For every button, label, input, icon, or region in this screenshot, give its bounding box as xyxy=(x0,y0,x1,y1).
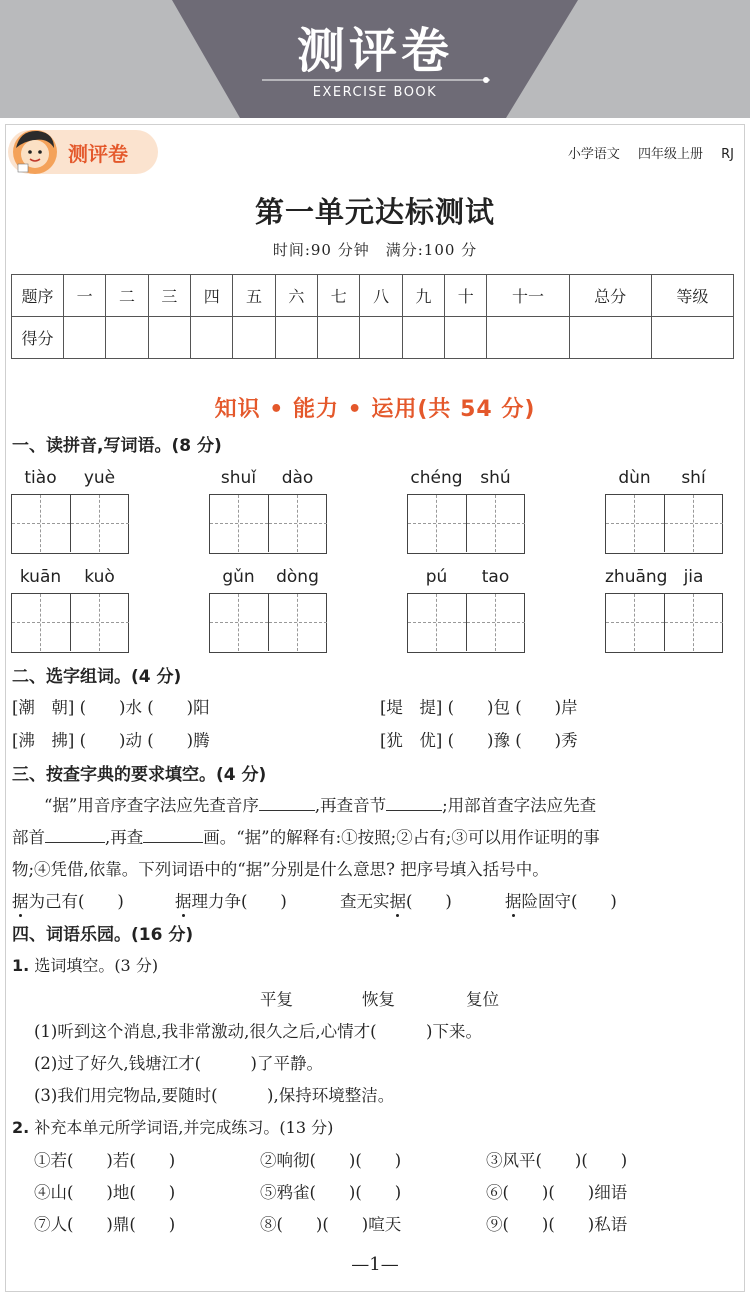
banner-title: 测评卷 xyxy=(296,23,453,79)
q2-heading: 二、选字组词。(4 分) xyxy=(12,667,182,687)
pinyin-syllable: dòng xyxy=(276,567,319,587)
score-cell[interactable] xyxy=(64,317,106,359)
q2-row-item: [堤 提] ( )包 ( )岸 xyxy=(380,698,578,717)
score-col: 九 xyxy=(402,275,444,317)
writing-grid[interactable] xyxy=(407,593,525,653)
edition: RJ xyxy=(721,147,734,162)
header-banner xyxy=(0,0,750,118)
writing-grid[interactable] xyxy=(209,593,327,653)
subject: 小学语文 xyxy=(567,147,620,162)
idiom-fill: ⑧( )( )喧天 xyxy=(260,1215,402,1234)
score-table xyxy=(11,274,734,359)
score-cell[interactable] xyxy=(318,317,360,359)
q3-idiom: 据为己有( ) xyxy=(12,892,124,911)
pinyin-syllable: kuān xyxy=(19,567,62,587)
writing-grid[interactable] xyxy=(605,593,723,653)
writing-grid[interactable] xyxy=(11,494,129,554)
pinyin-syllable: tiào xyxy=(24,468,57,488)
idiom-fill: ⑨( )( )私语 xyxy=(486,1215,628,1234)
banner-subtitle: EXERCISE BOOK xyxy=(312,85,438,100)
q3-line-1: “据”用音序查字法应先查音序 ,再查音节 ;用部首查字法应先查 xyxy=(44,792,596,816)
score-table-header-row xyxy=(12,275,734,317)
score-col: 十 xyxy=(445,275,487,317)
score-col: 十一 xyxy=(487,275,569,317)
pinyin-syllable: zhuāng xyxy=(605,567,668,587)
q4-part-2: 2. 补充本单元所学词语,并完成练习。(13 分) xyxy=(12,1118,334,1137)
page-number: —1— xyxy=(351,1254,399,1275)
score-cell[interactable] xyxy=(445,317,487,359)
pinyin-syllable: shú xyxy=(480,468,511,488)
writing-grid[interactable] xyxy=(605,494,723,554)
score-cell[interactable] xyxy=(569,317,651,359)
q3-line-3: 物;④凭借,依靠。下列词语中的“据”分别是什么意思? 把序号填入括号中。 xyxy=(12,860,549,879)
blank[interactable] xyxy=(386,793,442,811)
score-cell[interactable] xyxy=(106,317,148,359)
score-cell[interactable] xyxy=(487,317,569,359)
pinyin-syllable: shí xyxy=(681,468,706,488)
course-meta xyxy=(554,143,734,162)
q3-idiom: 查无实据( ) xyxy=(340,892,452,911)
q2-row-item: [犹 优] ( )豫 ( )秀 xyxy=(380,731,578,750)
score-table-score-row xyxy=(12,317,734,359)
score-col: 六 xyxy=(275,275,317,317)
idiom-fill: ④山( )地( ) xyxy=(34,1183,176,1202)
score-col: 总分 xyxy=(569,275,651,317)
test-title: 第一单元达标测试 xyxy=(254,195,495,229)
score-cell[interactable] xyxy=(651,317,733,359)
score-col: 四 xyxy=(191,275,233,317)
fill-sentence: (2)过了好久,钱塘江才( )了平静。 xyxy=(34,1054,323,1073)
idiom-fill: ③风平( )( ) xyxy=(486,1151,628,1170)
q2-row-item: [潮 朝] ( )水 ( )阳 xyxy=(12,698,210,717)
score-col: 五 xyxy=(233,275,275,317)
q2-row-item: [沸 拂] ( )动 ( )腾 xyxy=(12,731,210,750)
q4-part-1: 1. 选词填空。(3 分) xyxy=(12,956,159,975)
score-cell[interactable] xyxy=(233,317,275,359)
writing-grid[interactable] xyxy=(11,593,129,653)
score-col: 等级 xyxy=(651,275,733,317)
blank[interactable] xyxy=(143,825,203,843)
pinyin-syllable: chéng xyxy=(410,468,463,488)
idiom-fill: ⑦人( )鼎( ) xyxy=(34,1215,176,1234)
row-label-question: 题序 xyxy=(12,275,64,317)
writing-grid[interactable] xyxy=(209,494,327,554)
pinyin-syllable: dào xyxy=(281,468,314,488)
pinyin-syllable: tao xyxy=(481,567,510,587)
q3-idiom: 据险固守( ) xyxy=(505,892,617,911)
idiom-fill: ②响彻( )( ) xyxy=(260,1151,402,1170)
score-col: 七 xyxy=(318,275,360,317)
score-col: 一 xyxy=(64,275,106,317)
score-cell[interactable] xyxy=(275,317,317,359)
fill-sentence: (1)听到这个消息,我非常激动,很久之后,心情才( )下来。 xyxy=(34,1022,482,1041)
score-cell[interactable] xyxy=(360,317,402,359)
idiom-fill: ⑥( )( )细语 xyxy=(486,1183,628,1202)
idiom-fill: ①若( )若( ) xyxy=(34,1151,176,1170)
score-cell[interactable] xyxy=(148,317,190,359)
q3-heading: 三、按查字典的要求填空。(4 分) xyxy=(12,765,267,785)
idiom-fill: ⑤鸦雀( )( ) xyxy=(260,1183,402,1202)
q3-idiom: 据理力争( ) xyxy=(175,892,287,911)
score-col: 三 xyxy=(148,275,190,317)
pinyin-syllable: yuè xyxy=(83,468,116,488)
pinyin-syllable: gǔn xyxy=(222,567,255,587)
writing-grid[interactable] xyxy=(407,494,525,554)
word-bank-item: 恢复 xyxy=(362,990,395,1009)
word-bank-item: 复位 xyxy=(466,990,499,1009)
pinyin-syllable: pú xyxy=(425,567,448,587)
blank[interactable] xyxy=(45,825,105,843)
word-bank-item: 平复 xyxy=(260,990,293,1009)
time-and-score: 时间:90 分钟 满分:100 分 xyxy=(272,241,478,259)
q1-heading: 一、读拼音,写词语。(8 分) xyxy=(12,436,222,456)
pinyin-syllable: dùn xyxy=(618,468,651,488)
score-col: 八 xyxy=(360,275,402,317)
score-cell[interactable] xyxy=(191,317,233,359)
grade: 四年级上册 xyxy=(637,147,703,162)
pinyin-syllable: jia xyxy=(683,567,704,587)
q3-line-2: 部首 ,再查 画。“据”的解释有:①按照;②占有;③可以用作证明的事 xyxy=(12,824,600,848)
student-avatar-icon xyxy=(10,126,60,176)
blank[interactable] xyxy=(259,793,315,811)
pinyin-syllable: kuò xyxy=(84,567,115,587)
q4-heading: 四、词语乐园。(16 分) xyxy=(12,925,194,945)
score-cell[interactable] xyxy=(402,317,444,359)
score-col: 二 xyxy=(106,275,148,317)
row-label-score: 得分 xyxy=(12,317,64,359)
section-heading: 知识 • 能力 • 运用(共 54 分) xyxy=(214,397,536,422)
fill-sentence: (3)我们用完物品,要随时( ),保持环境整洁。 xyxy=(34,1086,395,1105)
pinyin-syllable: shuǐ xyxy=(220,468,257,488)
badge-label: 测评卷 xyxy=(68,142,128,166)
